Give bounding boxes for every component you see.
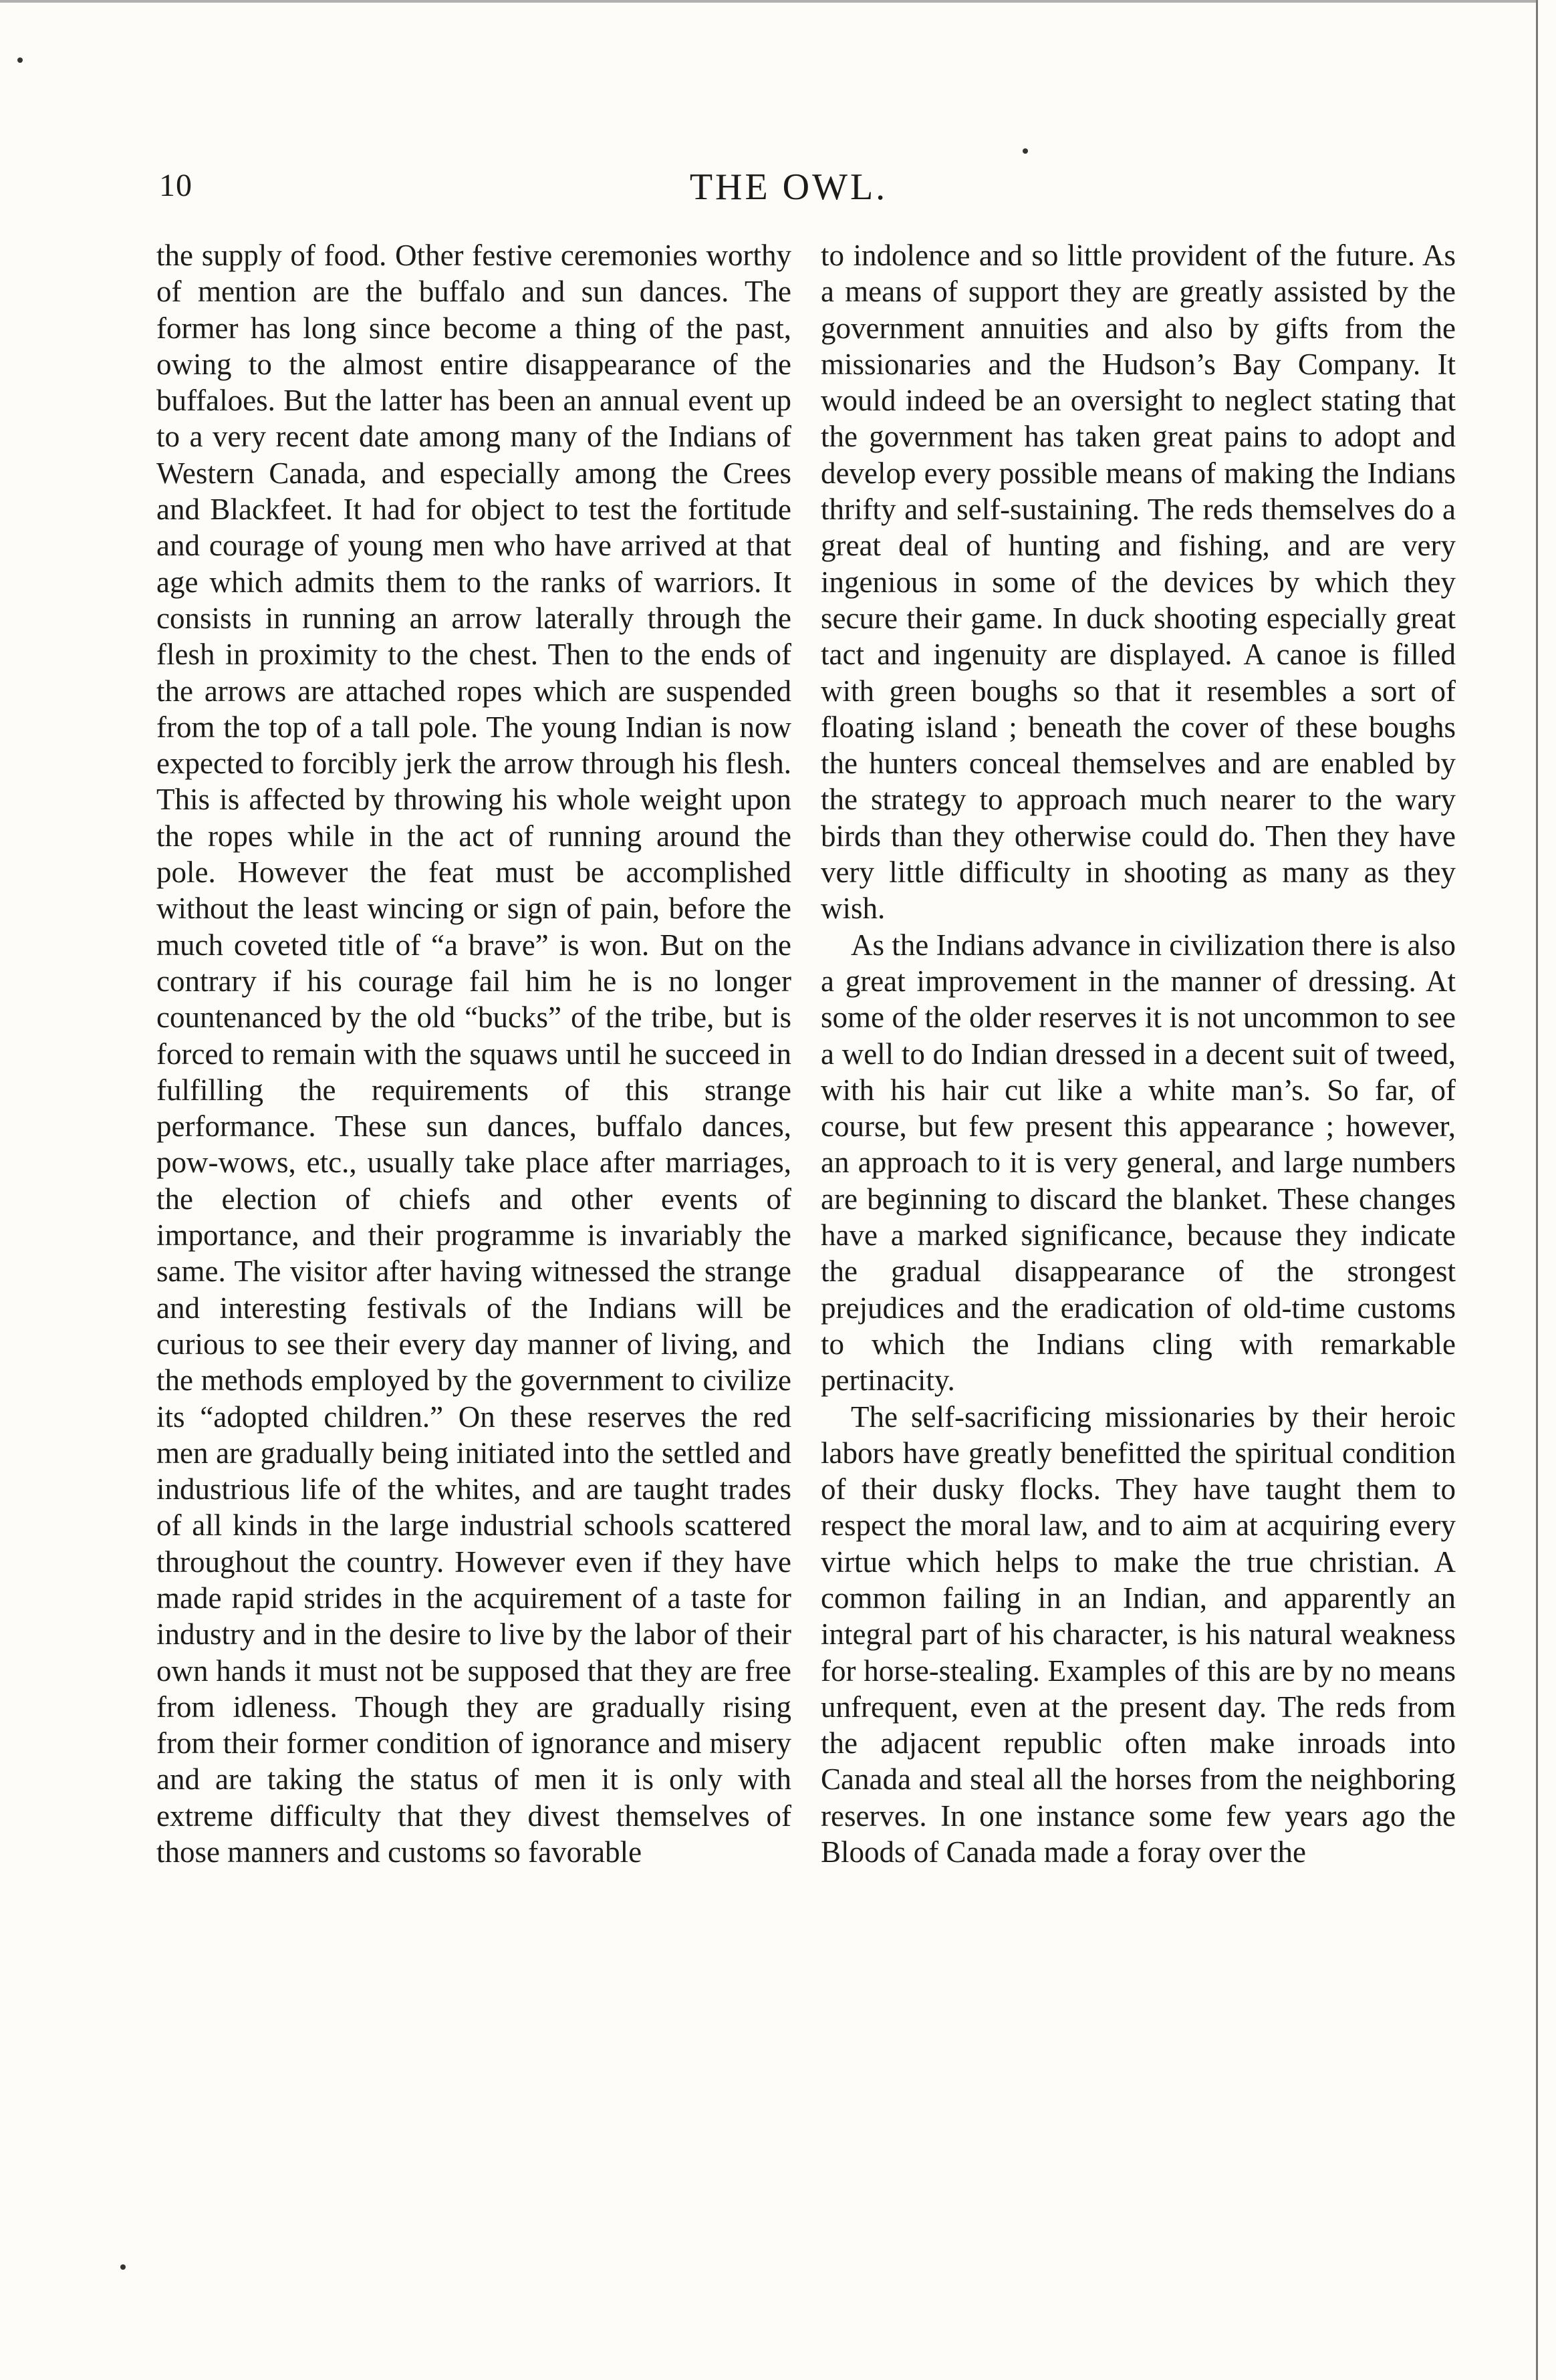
right-border-rule — [1536, 0, 1538, 2380]
top-border-rule — [0, 0, 1537, 3]
page-number: 10 — [159, 168, 192, 203]
speck-mark — [1023, 148, 1028, 154]
left-column — [156, 237, 791, 1870]
paragraph: As the Indians advance in civilization there is also a great improvement in the manner of dressing. At some of the older reserves it is not uncommon to see a well to do Indian dressed in a decent suit of tweed, with his hair cut like a white man’s. So far, of course, but few present this appearance ; however, an approach to it is very general, and large numbers are beginning to discard the blanket. These changes have a marked significance, because they indicate the gradual disappearance of the strongest prejudices and the eradication of old-time customs to which the Indians cling with remarkable pertinacity. — [821, 928, 1456, 1398]
right-column — [821, 237, 1456, 1870]
paragraph: The self-sacrificing missionaries by their heroic labors have greatly benefitted the spiritual condition of their dusky flocks. They have taught them to respect the moral law, and to aim at acquiring every virtue which helps to make the true christian. A common failing in an Indian, and apparently an integral part of his character, is his natural weakness for horse-stealing. Examples of this are by no means unfrequent, even at the present day. The reds from the adjacent republic often make inroads into Canada and steal all the horses from the neighboring reserves. In one instance some few years ago the Bloods of Canada made a foray over the — [821, 1400, 1456, 1869]
paragraph: the supply of food. Other festive ceremonies worthy of mention are the buffalo and sun dances. The former has long since become a thing of the past, owing to the almost entire disappearance of the buffaloes. But the latter has been an annual event up to a very recent date among many of the Indians of Western Canada, and especially among the Crees and Blackfeet. It had for object to test the fortitude and courage of young men who have arrived at that age which admits them to the ranks of warriors. It consists in running an arrow laterally through the flesh in proximity to the chest. Then to the ends of the arrows are attached ropes which are suspended from the top of a tall pole. The young Indian is now expected to forcibly jerk the arrow through his flesh. This is affected by throwing his whole weight upon the ropes while in the act of running around the pole. However the feat must be accomplished without the least wincing or sign of pain, before the much coveted title of “a brave” is won. But on the contrary if his courage fail him he is no longer countenanced by the old “bucks” of the tribe, but is forced to remain with the squaws until he succeed in fulfilling the requirements of this strange performance. These sun dances, buffalo dances, pow-wows, etc., usually take place after marriages, the election of chiefs and other events of importance, and their programme is invariably the same. The visitor after having witnessed the strange and interesting festivals of the Indians will be curious to see their every day manner of living, and the methods employed by the government to civilize its “adopted children.” On these reserves the red men are gradually being initiated into the settled and industrious life of the whites, and are taught trades of all kinds in the large industrial schools scattered throughout the country. However even if they have made rapid strides in the acquirement of a taste for industry and in the desire to live by the labor of their own hands it must not be supposed that they are free from idleness. Though they are gradually rising from their former condition of ignorance and misery and are taking the status of men it is only with extreme difficulty that they divest themselves of those manners and customs so favorable — [156, 239, 791, 1869]
speck-mark — [120, 2264, 126, 2270]
paragraph: to indolence and so little provident of the future. As a means of support they are greatly assisted by the government annuities and also by gifts from the missionaries and the Hudson’s Bay Company. It would indeed be an oversight to neglect stating that the government has taken great pains to adopt and develop every possible means of making the Indians thrifty and self-sustaining. The reds themselves do a great deal of hunting and fishing, and are very ingenious in some of the devices by which they secure their game. In duck shooting especially great tact and ingenuity are displayed. A canoe is filled with green boughs so that it resembles a sort of floating island ; beneath the cover of these boughs the hunters conceal themselves and are enabled by the strategy to approach much nearer to the wary birds than they otherwise could do. Then they have very little difficulty in shooting as many as they wish. — [821, 239, 1456, 926]
running-title: THE OWL. — [689, 166, 888, 208]
speck-mark — [17, 57, 23, 63]
